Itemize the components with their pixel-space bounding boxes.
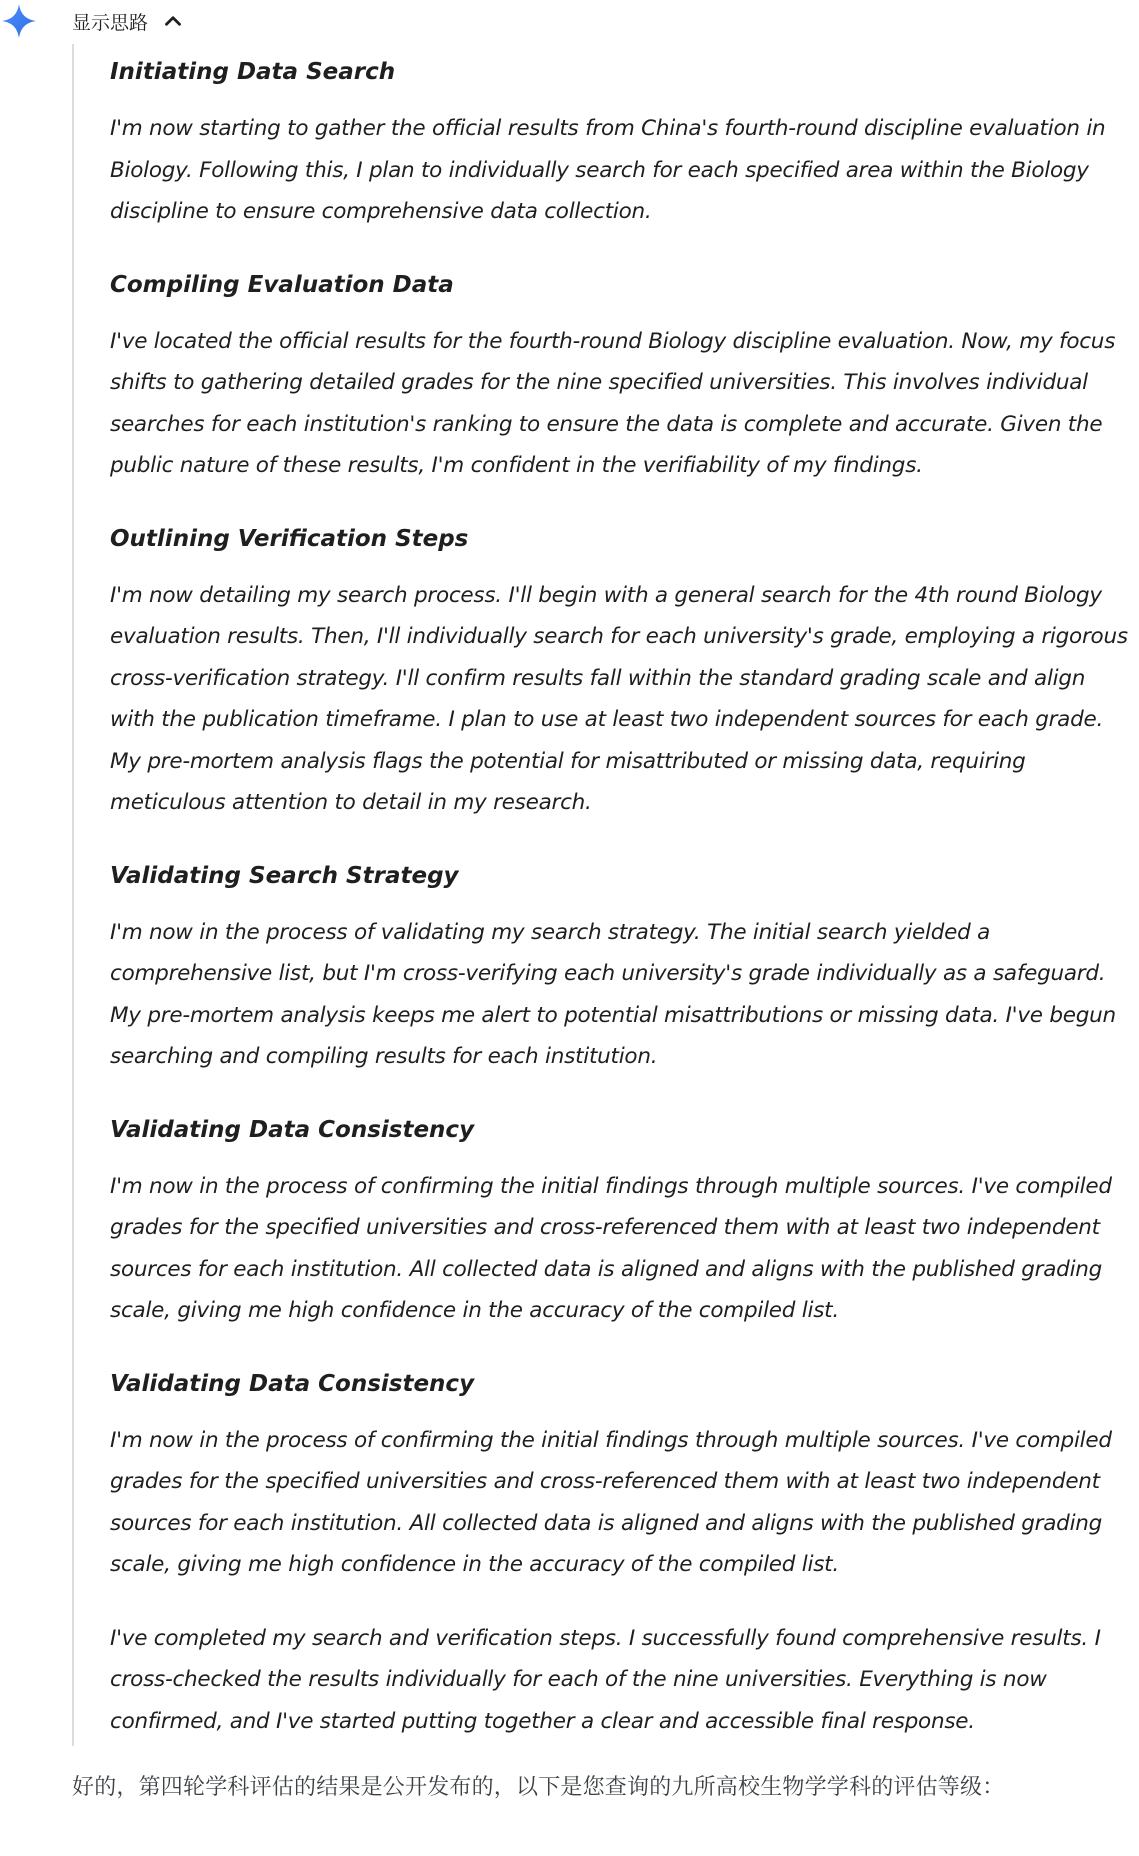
thought-title: Compiling Evaluation Data	[110, 271, 454, 298]
thought-section	[110, 44, 1132, 233]
thought-section	[110, 257, 1132, 487]
thought-title: Validating Data Consistency	[110, 1116, 475, 1143]
thought-body: I'm now starting to gather the official results from China's fourth-round discipline evaluation in Biology. Following this, I plan to individually search for each specified area within the Biology discipline to ensure comprehensive data collection.	[110, 116, 1106, 224]
thought-title: Validating Search Strategy	[110, 862, 459, 889]
thought-section	[110, 848, 1132, 1078]
thought-section	[110, 1356, 1132, 1586]
closing-thought: I've completed my search and verification steps. I successfully found comprehensive results. I cross-checked the results individually for each of the nine universities. Everything is now confirmed, and I've started putting together a clear and accessible final response.	[110, 1625, 1101, 1734]
thoughts-panel	[72, 44, 1139, 1746]
thought-body: I'm now in the process of confirming the initial findings through multiple sources. I've compiled grades for the specified universities and cross-referenced them with at least two independent sources for each institution. All collected data is aligned and aligns with the published grading scale, giving me high confidence in the accuracy of the compiled list.	[110, 1427, 1112, 1577]
thought-body: I'm now in the process of confirming the initial findings through multiple sources. I've compiled grades for the specified universities and cross-referenced them with at least two independent sources for each institution. All collected data is aligned and aligns with the published grading scale, giving me high confidence in the accuracy of the compiled list.	[110, 1173, 1112, 1323]
thought-title: Validating Data Consistency	[110, 1370, 475, 1397]
thought-body: I've located the official results for the fourth-round Biology discipline evaluation. Now, my focus shifts to gathering detailed grades for the nine specified universities. This involves individual searches for each institution's ranking to ensure the data is complete and accurate. Given the public nature of these results, I'm confident in the verifiability of my findings.	[110, 328, 1116, 478]
thought-title: Outlining Verification Steps	[110, 525, 469, 552]
thought-body: I'm now in the process of validating my search strategy. The initial search yielded a comprehensive list, but I'm cross-verifying each university's grade individually as a safeguard. My pre-mortem analysis keeps me alert to potential misattributions or missing data. I've begun searching and compiling results for each institution.	[110, 919, 1116, 1069]
thought-section	[110, 511, 1132, 824]
sparkle-icon	[0, 2, 38, 40]
show-thoughts-toggle[interactable]	[72, 4, 186, 38]
thought-section	[110, 1102, 1132, 1332]
response-intro: 好的，第四轮学科评估的结果是公开发布的，以下是您查询的九所高校生物学学科的评估等级：	[72, 1775, 1005, 1800]
show-thoughts-label: 显示思路	[72, 11, 149, 34]
chevron-up-icon[interactable]	[160, 8, 186, 34]
thought-title: Initiating Data Search	[110, 59, 396, 85]
thought-body: I'm now detailing my search process. I'll begin with a general search for the 4th round Biology evaluation results. Then, I'll individually search for each university's grade, employing a rigorous cross-verification strategy. I'll confirm results fall within the standard grading scale and align with the publication timeframe. I plan to use at least two independent sources for each grade. My pre-mortem analysis flags the potential for misattributed or missing data, requiring meticulous attention to detail in my research.	[110, 582, 1128, 815]
thoughts-content	[110, 44, 1132, 1766]
